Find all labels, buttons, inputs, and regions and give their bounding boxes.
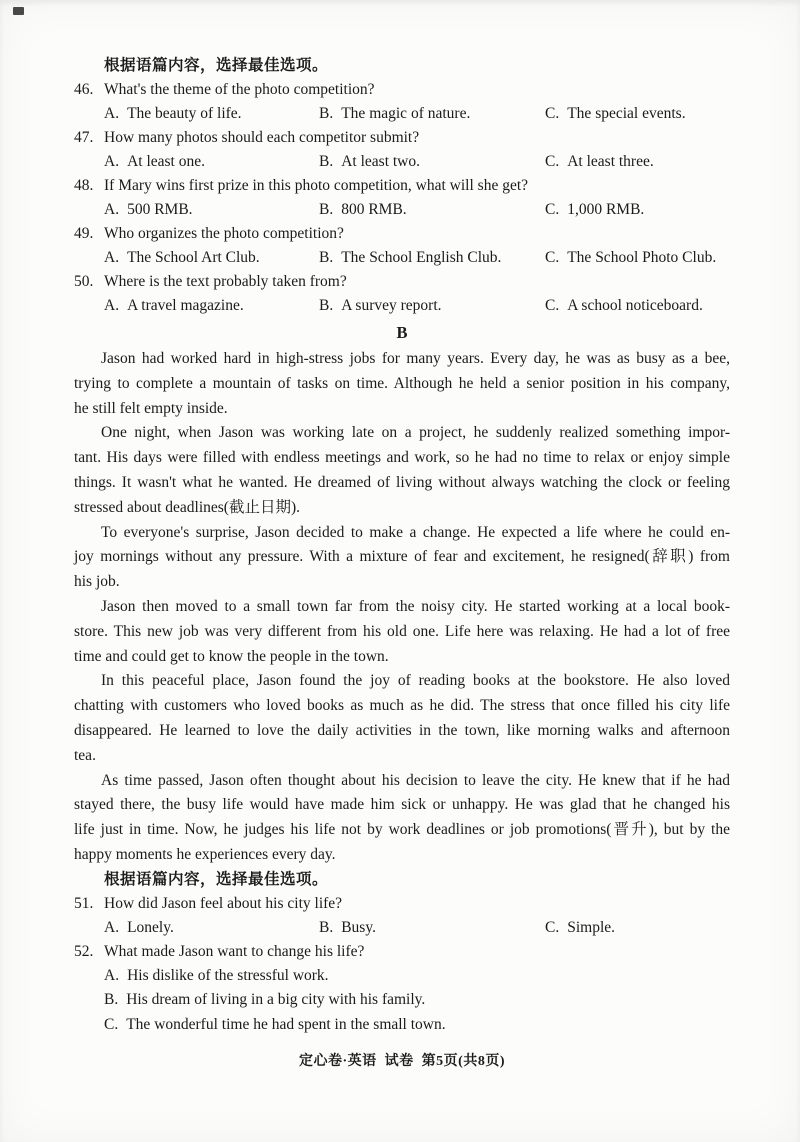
passage-line: trying to complete a mountain of tasks on time. Although he held a senior position in his company,: [74, 374, 730, 392]
option-text: At least one.: [127, 153, 205, 170]
options-row: [104, 916, 730, 940]
question-text: Who organizes the photo competition?: [104, 225, 344, 242]
option: [104, 150, 319, 174]
scan-artifact-mark: [13, 7, 24, 15]
option-label: A.: [104, 966, 120, 984]
option: [545, 198, 730, 222]
question-block-top: [74, 78, 730, 318]
passage-line: Jason then moved to a small town far from the noisy city. He started working at a local book-: [101, 597, 730, 615]
option: [104, 1013, 730, 1038]
option: [319, 246, 545, 270]
option-label: B.: [319, 297, 334, 314]
option-text: At least two.: [341, 153, 420, 170]
option-label: B.: [319, 153, 334, 170]
option-text: The special events.: [567, 105, 686, 122]
option: [319, 198, 545, 222]
option-label: A.: [104, 249, 120, 266]
option: [319, 916, 545, 940]
question-line: [74, 222, 730, 246]
option-label: C.: [545, 249, 560, 266]
passage-line: tant. His days were filled with endless meetings and work, so he had no time to relax or enjoy simple: [74, 449, 730, 467]
passage-line: joy mornings without any pressure. With a mixture of fear and excitement, he resigned(辞职) from: [74, 548, 730, 566]
instruction-top: 根据语篇内容，选择最佳选项。: [104, 57, 329, 74]
option-label: C.: [545, 153, 560, 170]
question-text: If Mary wins first prize in this photo competition, what will she get?: [104, 177, 529, 194]
option-text: The beauty of life.: [127, 105, 242, 122]
question-number: 50.: [74, 273, 94, 290]
option-label: A.: [104, 105, 120, 122]
option-text: 500 RMB.: [127, 201, 193, 218]
option: [104, 916, 319, 940]
passage-paragraph: [74, 421, 730, 520]
option-label: B.: [319, 918, 334, 936]
options-row: [104, 102, 730, 126]
passage-paragraph: [74, 595, 730, 669]
option-text: His dream of living in a big city with his family.: [126, 991, 426, 1009]
question-number: 46.: [74, 81, 94, 98]
question-line: [74, 78, 730, 102]
option-label: C.: [545, 918, 560, 936]
passage-line: One night, when Jason was working late on a project, he suddenly realized something impor-: [101, 424, 730, 442]
option-label: B.: [104, 991, 119, 1009]
question-text: What made Jason want to change his life?: [104, 942, 365, 960]
option-label: B.: [319, 201, 334, 218]
option-label: C.: [545, 201, 560, 218]
question-line: [74, 126, 730, 150]
option: [104, 102, 319, 126]
passage-line: he still felt empty inside.: [74, 399, 228, 417]
option: [319, 102, 545, 126]
option: [545, 246, 730, 270]
option-text: A school noticeboard.: [567, 297, 703, 314]
option-label: B.: [319, 249, 334, 266]
option-text: The School English Club.: [341, 249, 502, 266]
question-number: 49.: [74, 225, 94, 242]
option: [104, 198, 319, 222]
passage-line: As time passed, Jason often thought about his decision to leave the city. He knew that if he had: [101, 771, 730, 789]
option: [319, 294, 545, 318]
option-label: C.: [104, 1015, 119, 1033]
question-text: How did Jason feel about his city life?: [104, 894, 343, 912]
option-text: The School Art Club.: [127, 249, 260, 266]
instruction-bottom: 根据语篇内容，选择最佳选项。: [104, 870, 329, 888]
question-text: What's the theme of the photo competition?: [104, 81, 375, 98]
passage-line: happy moments he experiences every day.: [74, 845, 336, 863]
question-number: 51.: [74, 894, 94, 912]
passage-paragraph: [74, 769, 730, 868]
passage-line: chatting with customers who loved books as much as he did. The stress that once filled his city life: [74, 697, 730, 715]
option: [104, 294, 319, 318]
option-text: 800 RMB.: [341, 201, 407, 218]
passage-line: stayed there, the busy life would have made him sick or unhappy. He was glad that he changed his: [74, 796, 730, 814]
option: [319, 150, 545, 174]
passage-line: store. This new job was very different from his old one. Life here was relaxing. He had a lot of free: [74, 622, 730, 640]
passage-paragraph: [74, 521, 730, 595]
question-number: 47.: [74, 129, 94, 146]
option: [104, 246, 319, 270]
option-text: Lonely.: [127, 918, 174, 936]
passage-line: stressed about deadlines(截止日期).: [74, 498, 300, 516]
option-text: Busy.: [341, 918, 376, 936]
question-block-bottom: [74, 892, 730, 1038]
option-text: The magic of nature.: [341, 105, 471, 122]
option-text: His dislike of the stressful work.: [127, 966, 329, 984]
question-text: Where is the text probably taken from?: [104, 273, 347, 290]
option-label: A.: [104, 297, 120, 314]
question-number: 48.: [74, 177, 94, 194]
option-label: A.: [104, 201, 120, 218]
options-row: [104, 198, 730, 222]
option-text: The School Photo Club.: [567, 249, 717, 266]
options-column: [104, 964, 730, 1038]
passage-paragraph: [74, 669, 730, 768]
passage-line: To everyone's surprise, Jason decided to make a change. He expected a life where he could en-: [101, 523, 730, 541]
passage-line: In this peaceful place, Jason found the joy of reading books at the bookstore. He also loved: [101, 672, 730, 690]
passage-b: [74, 347, 730, 868]
option: [545, 102, 730, 126]
option-label: A.: [104, 153, 120, 170]
question-line: [74, 940, 730, 964]
option-text: A survey report.: [341, 297, 442, 314]
question-line: [74, 174, 730, 198]
question-line: [74, 270, 730, 294]
passage-line: Jason had worked hard in high-stress jobs for many years. Every day, he was as busy as a bee,: [101, 350, 730, 367]
passage-line: tea.: [74, 746, 96, 764]
option-label: A.: [104, 918, 120, 936]
option: [104, 964, 730, 989]
passage-line: life just in time. Now, he judges his life not by work deadlines or job promotions(晋升), but by the: [74, 821, 730, 839]
option-text: 1,000 RMB.: [567, 201, 645, 218]
option-label: C.: [545, 105, 560, 122]
page-footer: 定心卷·英语 试卷 第5页(共8页): [299, 1054, 505, 1070]
option-text: At least three.: [567, 153, 654, 170]
option-text: A travel magazine.: [127, 297, 244, 314]
option-text: The wonderful time he had spent in the small town.: [126, 1015, 446, 1033]
option-label: C.: [545, 297, 560, 314]
option-text: Simple.: [567, 918, 616, 936]
options-row: [104, 246, 730, 270]
options-row: [104, 294, 730, 318]
passage-line: time and could get to know the people in the town.: [74, 647, 389, 665]
option: [545, 294, 730, 318]
option-label: B.: [319, 105, 334, 122]
option: [545, 150, 730, 174]
passage-paragraph: [74, 347, 730, 421]
question-number: 52.: [74, 942, 94, 960]
option: [545, 916, 730, 940]
passage-line: disappeared. He learned to love the daily activities in the town, like morning walks and afternoon: [74, 721, 730, 739]
section-b-heading: B: [396, 323, 408, 342]
question-line: [74, 892, 730, 916]
options-row: [104, 150, 730, 174]
question-text: How many photos should each competitor submit?: [104, 129, 420, 146]
option: [104, 988, 730, 1013]
passage-line: his job.: [74, 573, 120, 591]
passage-line: things. It wasn't what he wanted. He dreamed of living without always watching the clock or feeling: [74, 473, 730, 491]
